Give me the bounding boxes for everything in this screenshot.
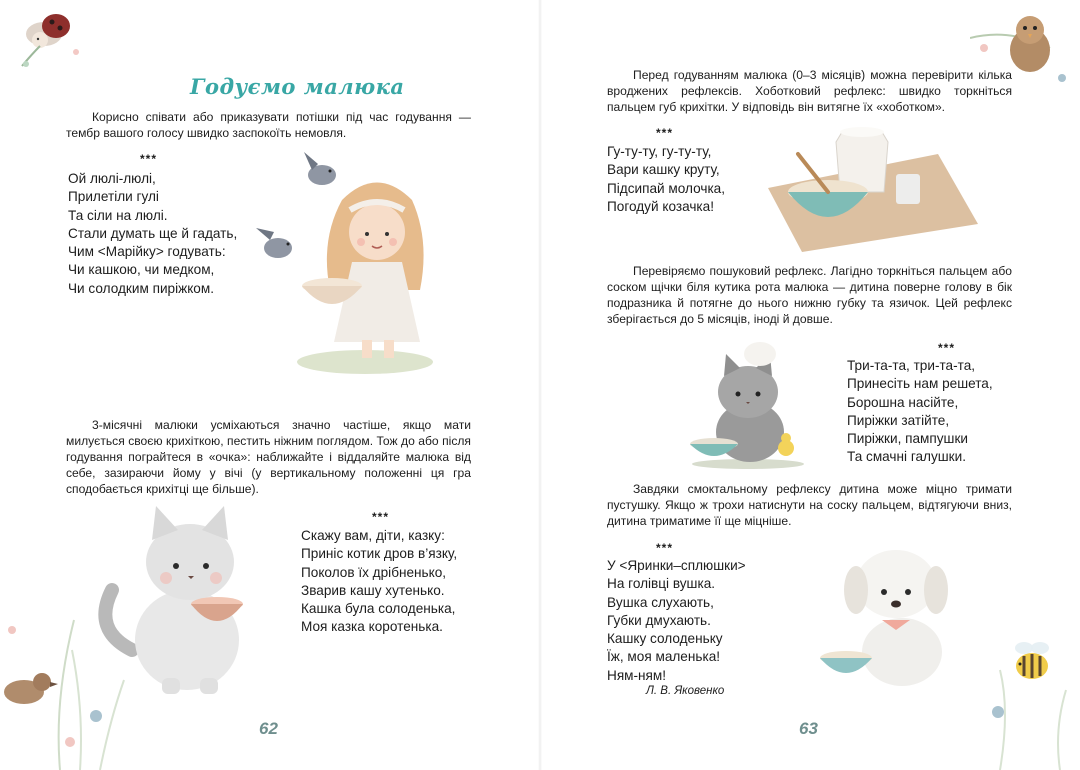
poem-separator: *** xyxy=(372,510,390,524)
rooting-reflex-text: Перевіряємо пошуковий рефлекс. Лагідно торкніться пальцем або соском щічки біля кутика рота малюка — дитина поверне голову в бік подразника й потягне до нього нижню губку та язичок. Цей рефлекс зберігається до 5 місяців, іноді й довше. xyxy=(607,264,1012,326)
page-number: 62 xyxy=(259,719,278,738)
poem-porridge xyxy=(607,143,725,216)
poem-line: Принесіть нам решета, xyxy=(847,376,993,392)
intro-paragraph xyxy=(66,109,471,141)
poem-lullaby xyxy=(68,170,237,298)
poem-line: Стали думать ще й гадать, xyxy=(68,225,238,241)
page-title: Годуємо малюка xyxy=(190,74,405,99)
poem-line: У <Яринки–сплюшки> xyxy=(607,558,746,573)
bowl-and-milk-illustration xyxy=(758,118,983,253)
poem-line: Пиріжки затійте, xyxy=(847,412,950,428)
poem-author: Л. В. Яковенко xyxy=(646,685,725,697)
poem-line: Чи кашкою, чи медком, xyxy=(68,262,215,278)
poem-line: Ням-ням! xyxy=(607,667,667,683)
bee-decoration xyxy=(980,630,1080,770)
eyes-game-paragraph xyxy=(66,417,471,497)
poem-line: Зварив кашу хутенько. xyxy=(301,582,445,598)
poem-line: Підсипай молочка, xyxy=(607,180,726,196)
poem-line: На голівці вушка. xyxy=(607,576,716,592)
poem-fairy-tale xyxy=(301,527,457,637)
poem-separator: *** xyxy=(656,541,674,555)
poem-separator: *** xyxy=(140,152,158,166)
reflex-intro-paragraph xyxy=(607,67,1012,115)
poem-pies xyxy=(847,357,993,467)
poem-line: Приніс котик дров в’язку, xyxy=(301,546,458,562)
poem-separator: *** xyxy=(656,126,674,140)
sucking-reflex-text: Завдяки смоктальному рефлексу дитина може міцно тримати пустушку. Якщо ж трохи натиснути на соску пальцем, відтягуючи вниз, дитина триматиме її ще міцніше. xyxy=(607,482,1012,528)
poem-line: Скажу вам, діти, казку: xyxy=(301,528,445,543)
poem-line: Погодуй козачка! xyxy=(607,198,715,214)
ladybug-illustration xyxy=(14,6,84,76)
poem-line: Поколов їх дрібненько, xyxy=(301,564,447,580)
poem-line: Гу-ту-ту, гу-ту-ту, xyxy=(607,144,712,159)
poem-line: Вари кашку круту, xyxy=(607,162,720,178)
poem-line: Чи солодким пиріжком. xyxy=(68,280,214,296)
poem-line: Борошна насійте, xyxy=(847,394,959,410)
poem-line: Їж, моя маленька! xyxy=(607,649,721,665)
poem-line: Три-та-та, три-та-та, xyxy=(847,358,976,373)
eyes-game-text: 3-місячні малюки усміхаються значно частіше, якщо мати милується своєю крихіткою, пестить ніжним поглядом. Тож до або після годування пограйтеся в «очка»: наближайте і віддаляйте малюка від себе, зазираючи йому у вічі (у вертикальному положенні ця гра сподобається крихітці ще більше). xyxy=(66,418,471,496)
poem-separator: *** xyxy=(938,341,956,355)
poem-line: Та смачні галушки. xyxy=(847,449,966,465)
puppy-with-bowl-illustration xyxy=(812,534,962,694)
intro-text: Корисно співати або приказувати потішки під час годування — тембр вашого голосу швидко заспокоїть немовля. xyxy=(66,110,471,140)
poem-line: Ой люлі-люлі, xyxy=(68,171,156,186)
poem-line: Прилетіли гулі xyxy=(68,189,159,205)
grass-and-bird-decoration xyxy=(0,600,130,770)
poem-sleepyhead xyxy=(607,557,746,685)
poem-line: Губки дмухають. xyxy=(607,612,711,628)
cat-chef-illustration xyxy=(678,340,818,470)
poem-line: Чим <Марійку> годувать: xyxy=(68,244,226,260)
sucking-reflex-paragraph xyxy=(607,481,1012,529)
poem-line: Та сіли на люлі. xyxy=(68,207,168,223)
poem-line: Кашка була солоденька, xyxy=(301,601,456,617)
poem-line: Кашку солоденьку xyxy=(607,631,723,647)
poem-line: Моя казка коротенька. xyxy=(301,619,443,635)
poem-line: Вушка слухають, xyxy=(607,594,714,610)
page-number: 63 xyxy=(799,719,818,738)
right-page xyxy=(540,0,1080,770)
girl-with-bowl-illustration xyxy=(250,140,450,380)
reflex-intro-text: Перед годуванням малюка (0–3 місяців) можна перевірити кілька вроджених рефлексів. Хоботковий рефлекс: швидко торкніться пальцем губ крихітки. У відповідь він витягне їх «хоботком». xyxy=(607,68,1012,114)
poem-line: Пиріжки, пампушки xyxy=(847,431,969,447)
rooting-reflex-paragraph xyxy=(607,263,1012,327)
